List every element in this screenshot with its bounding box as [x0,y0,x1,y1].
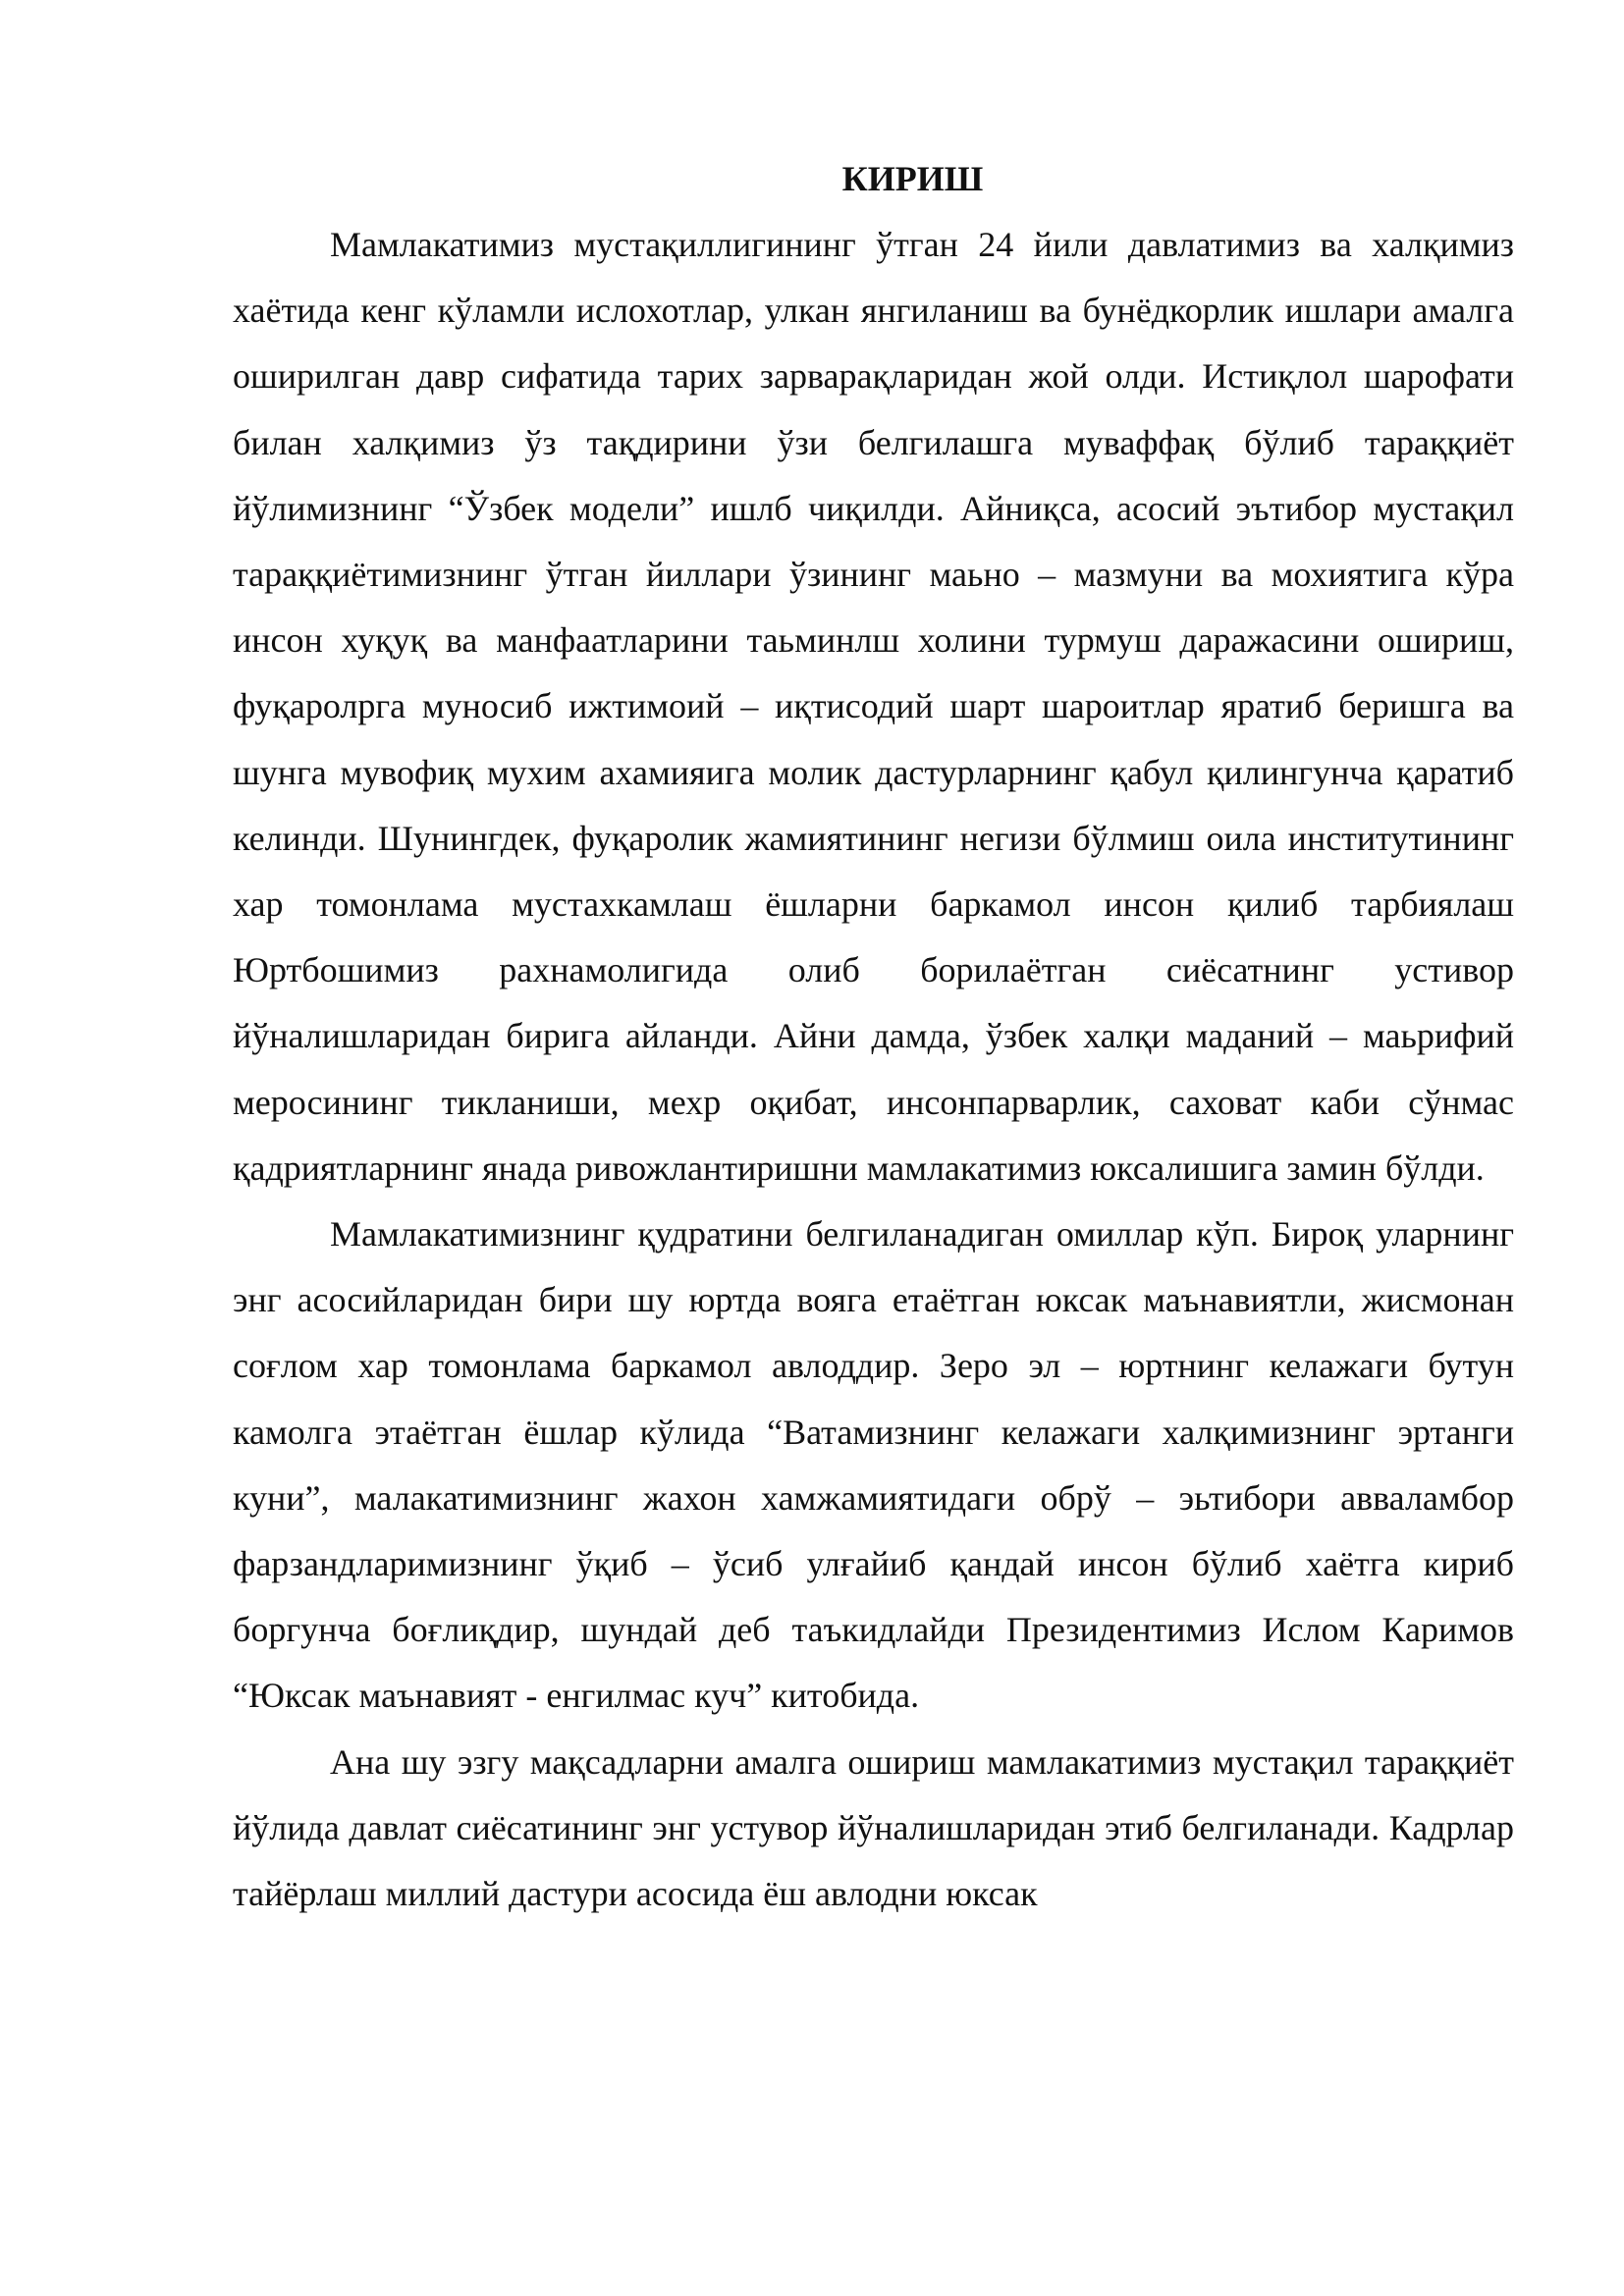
paragraph-2: Мамлакатимизнинг қудратини белгиланадиган омиллар кўп. Бироқ уларнинг энг асосийларидан бири шу юртда вояга етаётган юксак маънавиятли, жисмонан соғлом хар томонлама баркамол авлоддир. Зеро эл – юртнинг келажаги бутун камолга этаётган ёшлар кўлида “Ватамизнинг келажаги халқимизнинг эртанги куни”, малакатимизнинг жахон хамжамиятидаги обрў – эьтибори авваламбор фарзандларимизнинг ўқиб – ўсиб улғайиб қандай инсон бўлиб хаётга кириб боргунча боғлиқдир, шундай деб таъкидлайди Президентимиз Ислом Каримов “Юксак маънавият - енгилмас куч” китобида. [233,1214,1514,1716]
document-page [233,147,1514,1927]
paragraph-1: Мамлакатимиз мустақиллигининг ўтган 24 йили давлатимиз ва халқимиз хаётида кенг кўламли ислохотлар, улкан янгиланиш ва бунёдкорлик ишлари амалга оширилган давр сифатида тарих зарварақларидан жой олди. Истиқлол шарофати билан халқимиз ўз тақдирини ўзи белгилашга муваффақ бўлиб тараққиёт йўлимизнинг “Ўзбек модели” ишлб чиқилди. Айниқса, асосий эътибор мустақил тараққиётимизнинг ўтган йиллари ўзининг маьно – мазмуни ва мохиятига кўра инсон хуқуқ ва манфаатларини таьминлш холини турмуш даражасини ошириш, фуқаролрга муносиб ижтимоий – иқтисодий шарт шароитлар яратиб беришга ва шунга мувофиқ мухим ахамияига молик дастурларнинг қабул қилингунча қаратиб келинди. Шунингдек, фуқаролик жамиятининг негизи бўлмиш оила институтининг хар томонлама мустахкамлаш ёшларни баркамол инсон қилиб тарбиялаш Юртбошимиз рахнамолигида олиб борилаётган сиёсатнинг устивор йўналишларидан бирига айланди. Айни дамда, ўзбек халқи маданий – маьрифий меросининг тикланиши, мехр оқибат, инсонпарварлик, саховат каби сўнмас қадриятларнинг янада ривожлантиришни мамлакатимиз юксалишига замин бўлди. [233,225,1514,1188]
paragraph-3: Ана шу эзгу мақсадларни амалга ошириш мамлакатимиз мустақил тараққиёт йўлида давлат сиёсатининг энг устувор йўналишларидан этиб белгиланади. Кадрлар тайёрлаш миллий дастури асосида ёш авлодни юксак [233,1741,1514,1914]
page-title: КИРИШ [841,159,984,198]
